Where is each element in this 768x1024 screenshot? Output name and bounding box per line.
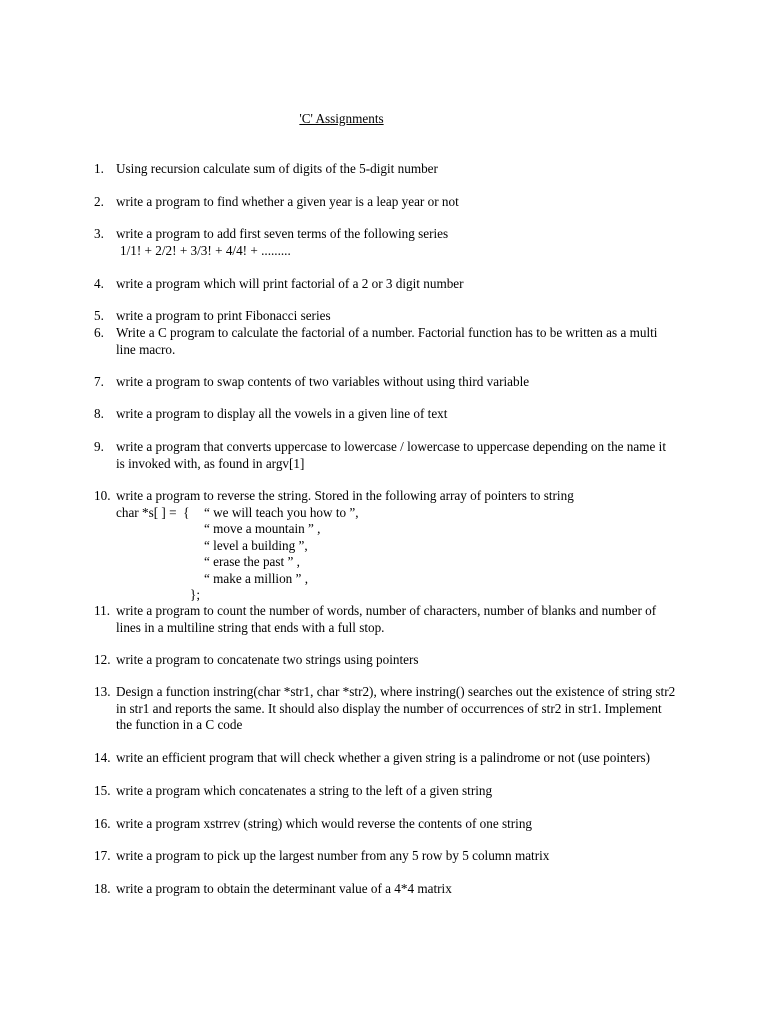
- item-text: write an efficient program that will check whether a given string is a palindrome or not (use pointers): [116, 750, 651, 765]
- item-text: Using recursion calculate sum of digits of the 5-digit number: [116, 161, 438, 176]
- item-number: 5.: [94, 308, 104, 323]
- item-text: write a program to concatenate two strings using pointers: [116, 652, 419, 667]
- item-text: write a program to find whether a given year is a leap year or not: [116, 194, 459, 209]
- item-number: 3.: [94, 226, 104, 241]
- item-text: write a program to display all the vowels in a given line of text: [116, 406, 448, 421]
- code-string: “ make a million ” ,: [204, 570, 308, 586]
- item-text: write a program which will print factorial of a 2 or 3 digit number: [116, 276, 464, 291]
- code-declaration: char *s[ ] = {: [116, 504, 190, 520]
- item-text: is invoked with, as found in argv[1]: [116, 455, 305, 471]
- item-text: write a program to add first seven terms of the following series: [116, 226, 449, 241]
- code-string: “ move a mountain ” ,: [204, 521, 321, 536]
- item-number: 2.: [94, 194, 104, 209]
- item-number: 4.: [94, 276, 104, 291]
- item-number: 14.: [94, 750, 111, 765]
- item-text: Design a function instring(char *str1, char *str2), where instring() searches out the existence of string str2: [116, 684, 676, 699]
- item-number: 12.: [94, 652, 111, 667]
- item-number: 1.: [94, 161, 104, 176]
- page-title: 'C' Assignments: [299, 111, 384, 126]
- code-close: };: [190, 587, 200, 602]
- code-string: “ level a building ”,: [204, 537, 308, 553]
- item-text: in str1 and reports the same. It should also display the number of occurrences of str2 in str1. Implement: [116, 700, 662, 716]
- item-text: the function in a C code: [116, 717, 243, 732]
- item-text: write a program xstrrev (string) which would reverse the contents of one string: [116, 816, 533, 831]
- item-text: write a program to print Fibonacci series: [116, 308, 331, 323]
- code-string: “ erase the past ” ,: [204, 554, 300, 569]
- item-number: 15.: [94, 783, 111, 798]
- item-text: write a program that converts uppercase to lowercase / lowercase to uppercase depending on the name it: [116, 439, 666, 454]
- item-number: 7.: [94, 374, 104, 389]
- item-text: lines in a multiline string that ends with a full stop.: [116, 619, 385, 635]
- item-number: 8.: [94, 406, 104, 421]
- item-number: 17.: [94, 848, 111, 863]
- item-text: write a program to pick up the largest number from any 5 row by 5 column matrix: [116, 848, 550, 863]
- item-text: line macro.: [116, 341, 176, 357]
- item-number: 10.: [94, 488, 111, 503]
- item-number: 9.: [94, 439, 104, 454]
- item-text: write a program which concatenates a string to the left of a given string: [116, 783, 493, 798]
- item-text: write a program to swap contents of two variables without using third variable: [116, 374, 530, 389]
- item-text: write a program to obtain the determinant value of a 4*4 matrix: [116, 881, 452, 896]
- series-expression: 1/1! + 2/2! + 3/3! + 4/4! + .........: [120, 242, 291, 258]
- item-text: Write a C program to calculate the factorial of a number. Factorial function has to be written as a multi: [116, 325, 658, 340]
- item-number: 18.: [94, 881, 111, 896]
- item-text: write a program to reverse the string. Stored in the following array of pointers to string: [116, 488, 574, 503]
- item-number: 6.: [94, 325, 104, 340]
- item-number: 13.: [94, 684, 111, 699]
- item-text: write a program to count the number of words, number of characters, number of blanks and number of: [116, 603, 657, 618]
- item-number: 16.: [94, 816, 111, 831]
- item-number: 11.: [94, 603, 110, 618]
- code-string: “ we will teach you how to ”,: [204, 504, 359, 520]
